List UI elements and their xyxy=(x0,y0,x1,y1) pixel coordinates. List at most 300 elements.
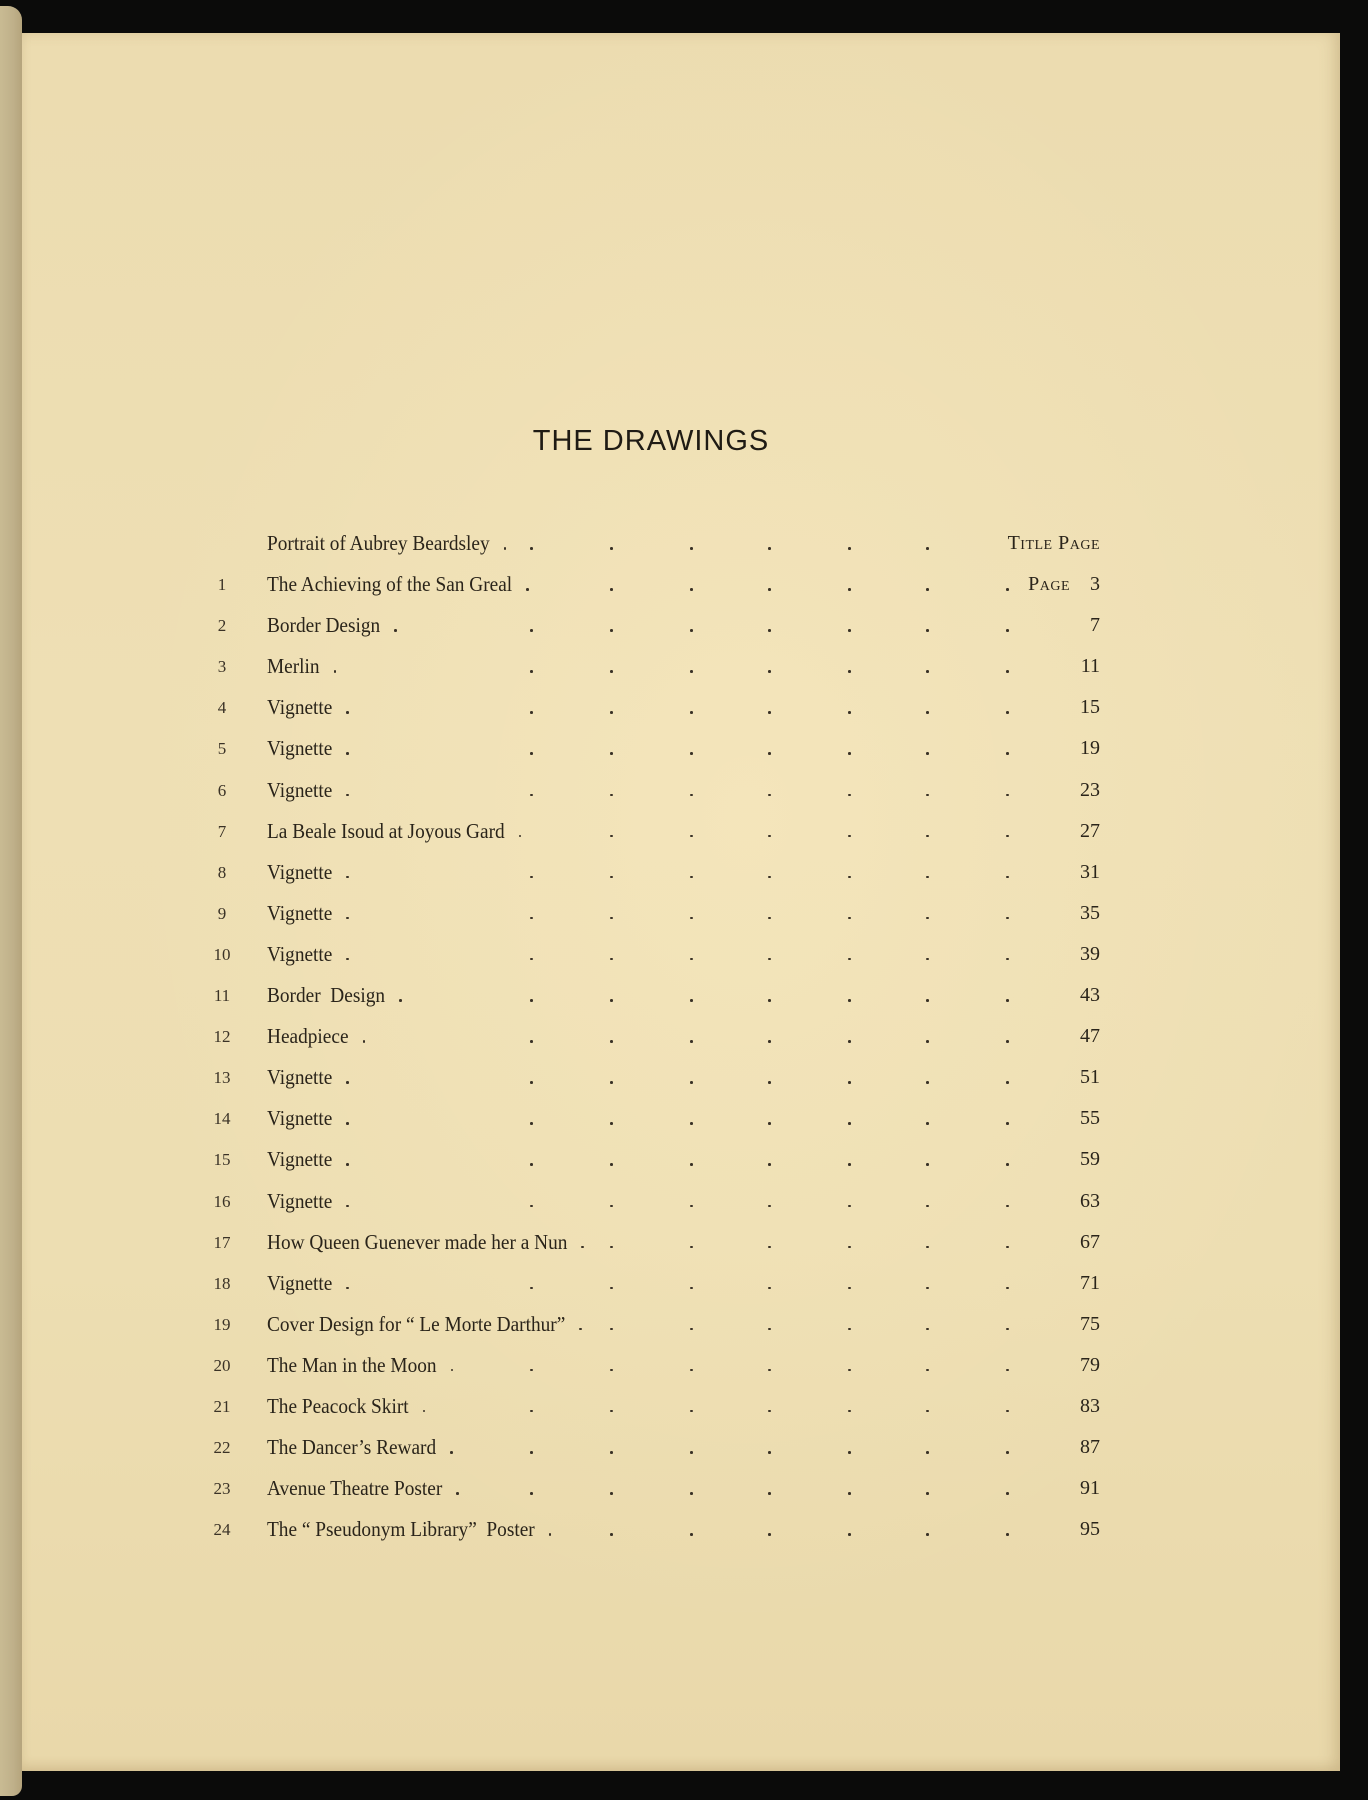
entry-page: 31 xyxy=(1080,860,1100,883)
list-item xyxy=(200,1427,1100,1468)
leader-dot xyxy=(451,1369,454,1372)
entry-title: Vignette xyxy=(267,1106,333,1131)
leader-dot xyxy=(346,1122,349,1125)
leader-dot xyxy=(610,1246,613,1249)
entry-number: 17 xyxy=(213,1232,231,1252)
leader-dot xyxy=(848,670,851,673)
leader-dot xyxy=(768,1410,771,1413)
leader-dot xyxy=(1006,876,1009,879)
entry-title: Avenue Theatre Poster xyxy=(267,1476,443,1501)
leader-dot xyxy=(690,876,693,879)
leader-dot xyxy=(1006,1246,1009,1249)
list-item xyxy=(200,1345,1100,1386)
entry-title: The Peacock Skirt xyxy=(267,1393,409,1418)
entry-page: 43 xyxy=(1080,984,1100,1007)
leader-dot xyxy=(1006,629,1009,632)
leader-dots xyxy=(200,852,1100,893)
leader-dot xyxy=(530,1163,533,1166)
leader-dot xyxy=(530,1410,533,1413)
leader-dot xyxy=(848,1492,851,1495)
leader-dot xyxy=(690,1287,693,1290)
leader-dot xyxy=(848,835,851,838)
entry-number: 18 xyxy=(213,1273,231,1293)
page-prefix: Page xyxy=(1028,573,1070,596)
leader-dot xyxy=(690,711,693,714)
list-item xyxy=(200,1386,1100,1427)
leader-dot xyxy=(926,1492,929,1495)
leader-dot xyxy=(690,1040,693,1043)
leader-dot xyxy=(926,958,929,961)
leader-dot xyxy=(610,835,613,838)
leader-dot xyxy=(530,711,533,714)
leader-dots xyxy=(200,975,1100,1016)
leader-dot xyxy=(690,1081,693,1084)
leader-dot xyxy=(926,1122,929,1125)
entry-number: 15 xyxy=(213,1150,231,1170)
leader-dot xyxy=(768,1451,771,1454)
entry-number: 24 xyxy=(213,1520,231,1540)
leader-dot xyxy=(526,588,529,591)
leader-dot xyxy=(768,917,771,920)
leader-dot xyxy=(768,1081,771,1084)
leader-dot xyxy=(926,547,929,550)
list-item xyxy=(200,687,1100,728)
leader-dot xyxy=(610,670,613,673)
leader-dots xyxy=(200,934,1100,975)
leader-dot xyxy=(530,752,533,755)
entry-title: Merlin xyxy=(267,654,320,679)
leader-dot xyxy=(1006,1451,1009,1454)
leader-dot xyxy=(926,1533,929,1536)
leader-dot xyxy=(848,1287,851,1290)
entry-number: 13 xyxy=(213,1068,231,1088)
leader-dots xyxy=(200,811,1100,852)
book-page xyxy=(22,33,1340,1771)
leader-dot xyxy=(768,999,771,1002)
leader-dot xyxy=(530,547,533,550)
leader-dot xyxy=(346,711,349,714)
leader-dot xyxy=(690,1410,693,1413)
leader-dot xyxy=(394,629,397,632)
leader-dot xyxy=(519,835,522,838)
leader-dot xyxy=(690,1451,693,1454)
leader-dot xyxy=(610,876,613,879)
leader-dots xyxy=(200,1016,1100,1057)
leader-dot xyxy=(690,1246,693,1249)
leader-dot xyxy=(690,629,693,632)
entry-title: Headpiece xyxy=(267,1024,349,1049)
leader-dot xyxy=(848,1410,851,1413)
leader-dot xyxy=(768,1040,771,1043)
leader-dot xyxy=(768,629,771,632)
entry-page: 67 xyxy=(1080,1230,1100,1253)
leader-dot xyxy=(610,1163,613,1166)
entry-title: The “ Pseudonym Library” Poster xyxy=(267,1517,535,1542)
leader-dot xyxy=(690,547,693,550)
entry-page: 35 xyxy=(1080,901,1100,924)
leader-dots xyxy=(200,1304,1100,1345)
leader-dots xyxy=(200,1139,1100,1180)
leader-dot xyxy=(530,958,533,961)
leader-dot xyxy=(768,1205,771,1208)
leader-dot xyxy=(450,1451,453,1454)
entry-number: 3 xyxy=(217,657,227,677)
leader-dot xyxy=(530,1122,533,1125)
leader-dot xyxy=(690,670,693,673)
leader-dot xyxy=(504,547,507,550)
list-item xyxy=(200,1016,1100,1057)
leader-dot xyxy=(690,794,693,797)
leader-dot xyxy=(423,1410,426,1413)
leader-dot xyxy=(768,752,771,755)
leader-dot xyxy=(768,1246,771,1249)
leader-dots xyxy=(200,564,1100,605)
leader-dot xyxy=(346,1081,349,1084)
leader-dot xyxy=(346,1287,349,1290)
page-number: 3 xyxy=(1090,573,1100,596)
leader-dot xyxy=(926,1451,929,1454)
entry-title: How Queen Guenever made her a Nun xyxy=(267,1229,568,1254)
entry-title: Vignette xyxy=(267,1065,333,1090)
leader-dot xyxy=(690,752,693,755)
leader-dot xyxy=(848,711,851,714)
leader-dot xyxy=(610,1081,613,1084)
entry-title: La Beale Isoud at Joyous Gard xyxy=(267,818,505,843)
leader-dot xyxy=(690,1328,693,1331)
entry-page: 11 xyxy=(1080,655,1100,678)
leader-dot xyxy=(1006,794,1009,797)
entry-page xyxy=(1028,564,1100,605)
leader-dot xyxy=(768,670,771,673)
entry-page: 95 xyxy=(1080,1518,1100,1541)
entry-number: 23 xyxy=(213,1479,231,1499)
entry-number: 20 xyxy=(213,1355,231,1375)
entry-number: 14 xyxy=(213,1109,231,1129)
leader-dot xyxy=(1006,958,1009,961)
leader-dots xyxy=(200,646,1100,687)
entry-title: The Man in the Moon xyxy=(267,1352,437,1377)
leader-dot xyxy=(926,1040,929,1043)
leader-dot xyxy=(610,629,613,632)
entry-page: 27 xyxy=(1080,819,1100,842)
list-item xyxy=(200,934,1100,975)
leader-dot xyxy=(610,1122,613,1125)
entry-number: 21 xyxy=(213,1396,231,1416)
entry-page: 15 xyxy=(1080,696,1100,719)
leader-dot xyxy=(610,547,613,550)
entry-title: Border Design xyxy=(267,613,381,638)
entry-title: Vignette xyxy=(267,695,333,720)
leader-dot xyxy=(1006,1369,1009,1372)
leader-dot xyxy=(346,1163,349,1166)
leader-dot xyxy=(768,958,771,961)
leader-dot xyxy=(610,1492,613,1495)
leader-dot xyxy=(848,1205,851,1208)
leader-dot xyxy=(1006,917,1009,920)
leader-dot xyxy=(610,752,613,755)
page-title: THE DRAWINGS xyxy=(532,425,770,457)
leader-dots xyxy=(200,1386,1100,1427)
leader-dot xyxy=(1006,1328,1009,1331)
entry-number: 8 xyxy=(217,862,227,882)
leader-dot xyxy=(530,1205,533,1208)
list-item xyxy=(200,1509,1100,1550)
leader-dots xyxy=(200,523,1100,564)
entry-title: The Achieving of the San Greal xyxy=(267,572,513,597)
leader-dot xyxy=(690,1369,693,1372)
entry-number: 9 xyxy=(217,903,227,923)
entry-title: Vignette xyxy=(267,736,333,761)
leader-dot xyxy=(530,1369,533,1372)
leader-dot xyxy=(926,999,929,1002)
leader-dot xyxy=(1006,1205,1009,1208)
entry-page: 47 xyxy=(1080,1025,1100,1048)
leader-dot xyxy=(346,958,349,961)
entry-number: 16 xyxy=(213,1191,231,1211)
leader-dot xyxy=(768,1328,771,1331)
entry-title: Vignette xyxy=(267,1270,333,1295)
leader-dot xyxy=(1006,1081,1009,1084)
leader-dot xyxy=(530,794,533,797)
entry-title: Vignette xyxy=(267,900,333,925)
leader-dot xyxy=(848,1040,851,1043)
list-item xyxy=(200,852,1100,893)
frontispiece-row xyxy=(200,523,1100,564)
leader-dot xyxy=(926,1287,929,1290)
list-item xyxy=(200,564,1100,605)
leader-dot xyxy=(690,835,693,838)
entry-title: Vignette xyxy=(267,1147,333,1172)
list-item xyxy=(200,1181,1100,1222)
entry-number: 12 xyxy=(213,1027,231,1047)
entry-title: Vignette xyxy=(267,859,333,884)
leader-dot xyxy=(1006,670,1009,673)
leader-dots xyxy=(200,1222,1100,1263)
entry-page: 51 xyxy=(1080,1066,1100,1089)
entry-number: 11 xyxy=(213,986,231,1006)
leader-dot xyxy=(848,999,851,1002)
leader-dot xyxy=(768,1533,771,1536)
leader-dot xyxy=(1006,588,1009,591)
leader-dot xyxy=(768,794,771,797)
leader-dot xyxy=(848,1246,851,1249)
leader-dot xyxy=(530,629,533,632)
entry-page: 87 xyxy=(1080,1436,1100,1459)
leader-dots xyxy=(200,1468,1100,1509)
entry-title: Portrait of Aubrey Beardsley xyxy=(267,531,490,555)
entry-page: 91 xyxy=(1080,1477,1100,1500)
leader-dot xyxy=(768,1369,771,1372)
leader-dot xyxy=(848,1163,851,1166)
leader-dot xyxy=(690,999,693,1002)
leader-dot xyxy=(610,794,613,797)
leader-dot xyxy=(346,794,349,797)
leader-dot xyxy=(926,1328,929,1331)
entry-page: 59 xyxy=(1080,1148,1100,1171)
leader-dot xyxy=(690,958,693,961)
leader-dot xyxy=(610,1287,613,1290)
leader-dot xyxy=(1006,711,1009,714)
leader-dot xyxy=(334,670,337,673)
leader-dot xyxy=(848,1451,851,1454)
list-item xyxy=(200,1468,1100,1509)
leader-dots xyxy=(200,1098,1100,1139)
leader-dot xyxy=(363,1040,366,1043)
entry-number: 6 xyxy=(217,780,227,800)
entry-page: 7 xyxy=(1090,614,1100,637)
leader-dot xyxy=(1006,1163,1009,1166)
list-item xyxy=(200,1263,1100,1304)
leader-dot xyxy=(848,876,851,879)
leader-dot xyxy=(768,711,771,714)
leader-dot xyxy=(610,1369,613,1372)
leader-dot xyxy=(848,547,851,550)
page-stack-edge xyxy=(0,6,22,1796)
leader-dots xyxy=(200,605,1100,646)
entry-title: Vignette xyxy=(267,777,333,802)
list-item xyxy=(200,1139,1100,1180)
list-item xyxy=(200,1304,1100,1345)
leader-dot xyxy=(926,1081,929,1084)
leader-dot xyxy=(848,629,851,632)
leader-dot xyxy=(690,1205,693,1208)
leader-dot xyxy=(848,1081,851,1084)
leader-dots xyxy=(200,1057,1100,1098)
leader-dots xyxy=(200,1263,1100,1304)
leader-dot xyxy=(768,547,771,550)
leader-dot xyxy=(848,958,851,961)
list-item xyxy=(200,811,1100,852)
leader-dot xyxy=(926,1246,929,1249)
leader-dots xyxy=(200,1509,1100,1550)
entry-number: 4 xyxy=(217,698,227,718)
leader-dot xyxy=(530,670,533,673)
leader-dot xyxy=(610,588,613,591)
leader-dot xyxy=(1006,1122,1009,1125)
leader-dot xyxy=(848,1122,851,1125)
leader-dot xyxy=(530,999,533,1002)
leader-dot xyxy=(848,588,851,591)
leader-dot xyxy=(530,876,533,879)
leader-dot xyxy=(926,1410,929,1413)
leader-dot xyxy=(848,752,851,755)
leader-dot xyxy=(768,876,771,879)
leader-dot xyxy=(1006,835,1009,838)
leader-dot xyxy=(926,794,929,797)
entry-page: 63 xyxy=(1080,1189,1100,1212)
leader-dot xyxy=(690,917,693,920)
leader-dot xyxy=(549,1533,552,1536)
leader-dot xyxy=(926,711,929,714)
leader-dot xyxy=(926,1163,929,1166)
entry-title: Vignette xyxy=(267,1188,333,1213)
leader-dots xyxy=(200,1181,1100,1222)
leader-dot xyxy=(456,1492,459,1495)
leader-dot xyxy=(346,876,349,879)
leader-dot xyxy=(346,1205,349,1208)
leader-dot xyxy=(768,1287,771,1290)
leader-dot xyxy=(926,876,929,879)
leader-dot xyxy=(1006,1040,1009,1043)
leader-dot xyxy=(690,1122,693,1125)
entry-number: 10 xyxy=(213,944,231,964)
leader-dot xyxy=(610,1040,613,1043)
leader-dot xyxy=(346,752,349,755)
list-item xyxy=(200,770,1100,811)
leader-dot xyxy=(610,711,613,714)
entry-number: 1 xyxy=(217,575,227,595)
list-item xyxy=(200,893,1100,934)
leader-dots xyxy=(200,893,1100,934)
leader-dot xyxy=(690,588,693,591)
entry-number: 22 xyxy=(213,1438,231,1458)
list-item xyxy=(200,605,1100,646)
entry-number: 2 xyxy=(217,616,227,636)
leader-dots xyxy=(200,770,1100,811)
leader-dot xyxy=(1006,1533,1009,1536)
list-item xyxy=(200,975,1100,1016)
leader-dot xyxy=(610,1205,613,1208)
leader-dot xyxy=(690,1533,693,1536)
drawings-list xyxy=(200,523,1100,1550)
leader-dot xyxy=(926,752,929,755)
leader-dot xyxy=(1006,1287,1009,1290)
entry-number: 7 xyxy=(217,821,227,841)
entry-page: 19 xyxy=(1080,737,1100,760)
list-item xyxy=(200,1098,1100,1139)
leader-dot xyxy=(690,1163,693,1166)
leader-dot xyxy=(926,1369,929,1372)
leader-dot xyxy=(530,1040,533,1043)
leader-dot xyxy=(399,999,402,1002)
leader-dot xyxy=(926,629,929,632)
list-item xyxy=(200,1057,1100,1098)
leader-dot xyxy=(610,958,613,961)
entry-number: 19 xyxy=(213,1314,231,1334)
leader-dots xyxy=(200,1345,1100,1386)
leader-dot xyxy=(610,999,613,1002)
entry-title: The Dancer’s Reward xyxy=(267,1435,437,1460)
leader-dot xyxy=(768,1492,771,1495)
leader-dot xyxy=(1006,1410,1009,1413)
entry-page: 39 xyxy=(1080,942,1100,965)
leader-dots xyxy=(200,728,1100,769)
leader-dot xyxy=(848,1328,851,1331)
leader-dots xyxy=(200,1427,1100,1468)
leader-dot xyxy=(848,1369,851,1372)
leader-dot xyxy=(610,1410,613,1413)
leader-dot xyxy=(530,1492,533,1495)
leader-dot xyxy=(926,1205,929,1208)
leader-dot xyxy=(1006,999,1009,1002)
leader-dot xyxy=(926,835,929,838)
entry-title: Vignette xyxy=(267,941,333,966)
leader-dot xyxy=(690,1492,693,1495)
leader-dot xyxy=(610,1451,613,1454)
leader-dot xyxy=(926,670,929,673)
list-item xyxy=(200,728,1100,769)
entry-page: 75 xyxy=(1080,1312,1100,1335)
leader-dot xyxy=(346,917,349,920)
leader-dot xyxy=(768,1122,771,1125)
leader-dot xyxy=(579,1328,582,1331)
entry-number: 5 xyxy=(217,739,227,759)
leader-dot xyxy=(768,1163,771,1166)
leader-dot xyxy=(530,1287,533,1290)
entry-page: Title Page xyxy=(1007,532,1100,554)
leader-dot xyxy=(848,794,851,797)
leader-dot xyxy=(610,1328,613,1331)
